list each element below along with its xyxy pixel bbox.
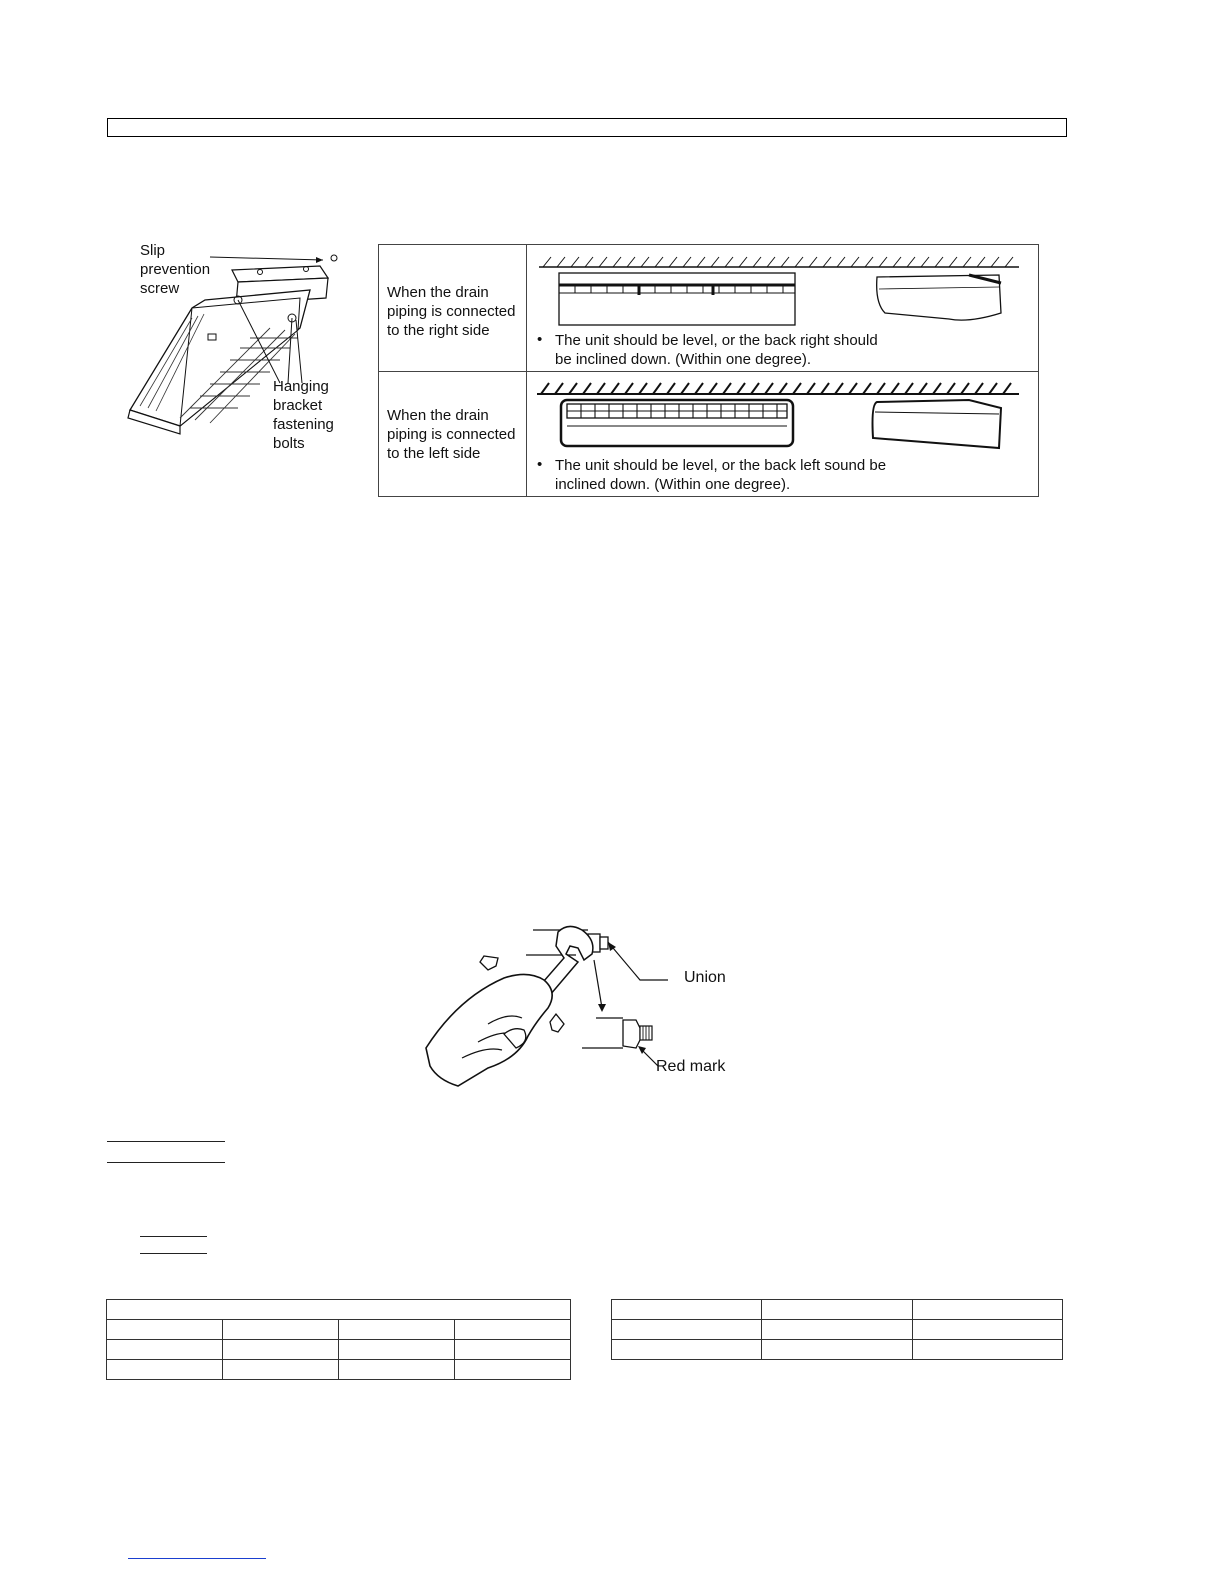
table-row [379, 245, 1038, 372]
label-line: Slip [140, 242, 166, 259]
table-row [612, 1340, 1063, 1360]
note-line: The unit should be level, or the back left sound be [555, 457, 887, 474]
bullet-icon: • [537, 331, 543, 348]
table-row [107, 1300, 571, 1320]
condition-line: piping is connected [387, 426, 516, 443]
table-cell [612, 1320, 762, 1340]
table-cell [107, 1360, 223, 1380]
label-line: fastening [273, 416, 334, 433]
condition-cell [379, 245, 527, 371]
table-cell [762, 1340, 912, 1360]
condition-text [387, 406, 527, 463]
condition-line: to the right side [387, 322, 490, 339]
label-line: Hanging [273, 378, 329, 395]
right-drain-unit-illustration [529, 251, 1037, 329]
condition-line: piping is connected [387, 303, 516, 320]
label-line: prevention [140, 261, 211, 278]
table-cell [612, 1300, 762, 1320]
table-row [612, 1320, 1063, 1340]
table-cell [455, 1340, 571, 1360]
table-cell [762, 1300, 912, 1320]
red-mark-label: Red mark [656, 1058, 726, 1075]
hanging-bracket-label [273, 377, 363, 453]
underline-rule [140, 1236, 207, 1237]
note-line: The unit should be level, or the back right should [555, 332, 878, 349]
table-cell [912, 1340, 1062, 1360]
table-cell [912, 1320, 1062, 1340]
condition-line: When the drain [387, 284, 489, 301]
table-cell [339, 1360, 455, 1380]
table-row [107, 1320, 571, 1340]
left-drain-unit-illustration [529, 378, 1037, 456]
underline-rule [107, 1162, 225, 1163]
section-header-bar [107, 118, 1067, 137]
table-cell [762, 1320, 912, 1340]
note-line: be inclined down. (Within one degree). [555, 351, 811, 368]
bullet-icon: • [537, 456, 543, 473]
condition-cell [379, 372, 527, 496]
note-text [555, 456, 975, 494]
table-row [107, 1360, 571, 1380]
union-wrench-illustration [418, 918, 668, 1090]
note-text [555, 331, 975, 369]
table-row [379, 372, 1038, 496]
table-cell [339, 1320, 455, 1340]
table-cell [455, 1360, 571, 1380]
table-row [612, 1300, 1063, 1320]
union-label: Union [684, 969, 726, 986]
table-cell [107, 1340, 223, 1360]
label-line: bracket [273, 397, 323, 414]
footer-link[interactable] [128, 1558, 266, 1559]
table-cell [339, 1340, 455, 1360]
underline-rule [107, 1141, 225, 1142]
label-line: bolts [273, 435, 305, 452]
empty-table-right [611, 1299, 1063, 1360]
table-cell [612, 1340, 762, 1360]
empty-table-left [106, 1299, 571, 1380]
drain-piping-table [378, 244, 1039, 497]
table-row [107, 1340, 571, 1360]
underline-rule [140, 1253, 207, 1254]
table-cell [223, 1320, 339, 1340]
table-cell [107, 1320, 223, 1340]
table-cell [455, 1320, 571, 1340]
note-line: inclined down. (Within one degree). [555, 476, 791, 493]
table-cell [912, 1300, 1062, 1320]
table-cell [223, 1360, 339, 1380]
label-line: screw [140, 280, 180, 297]
condition-line: When the drain [387, 407, 489, 424]
condition-line: to the left side [387, 445, 481, 462]
table-cell [107, 1300, 571, 1320]
condition-text [387, 283, 527, 340]
table-cell [223, 1340, 339, 1360]
